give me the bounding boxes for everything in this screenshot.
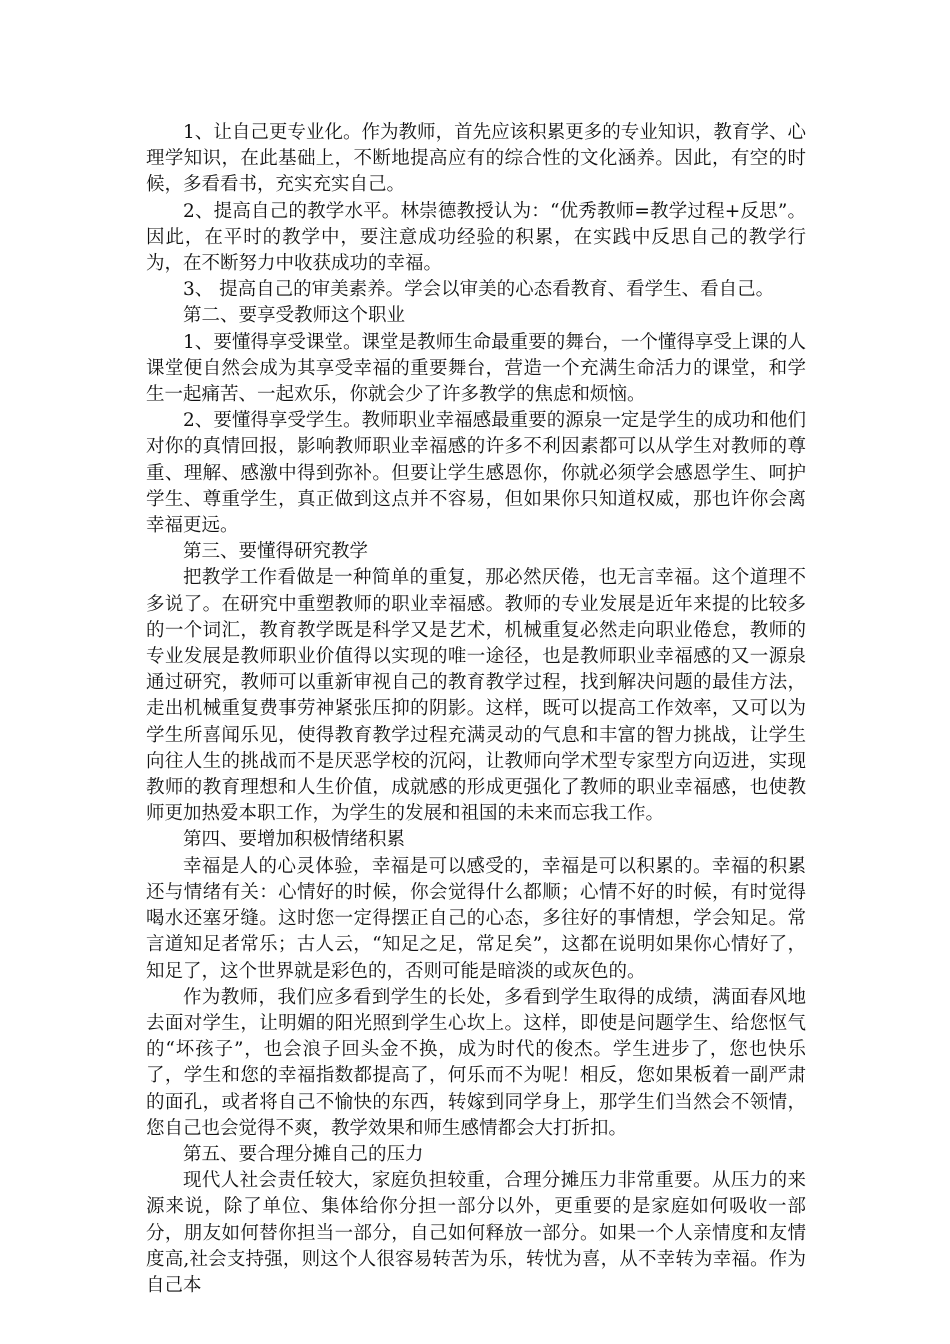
paragraph-share-pressure: 现代人社会责任较大，家庭负担较重，合理分摊压力非常重要。从压力的来源来说，除了单位、集体给你分担一部分以外，更重要的是家庭如何吸收一部分，朋友如何替你担当一部分，自己如何释放一部分。如果一个人亲情度和友情度高,社会支持强，则这个人很容易转苦为乐，转忧为喜，从不幸转为幸福。作为自己本	[146, 1170, 806, 1296]
paragraph-research-teaching: 把教学工作看做是一种简单的重复，那必然厌倦，也无言幸福。这个道理不多说了。在研究中重塑教师的职业幸福感。教师的专业发展是近年来提的比较多的一个词汇，教育教学既是科学又是艺术，机械重复必然走向职业倦怠，教师的专业发展是教师职业价值得以实现的唯一途径，也是教师职业幸福感的又一源泉通过研究，教师可以重新审视自己的教育教学过程，找到解决问题的最佳方法，走出机械重复费事劳神紧张压抑的阴影。这样，既可以提高工作效率，又可以为学生所喜闻乐见，使得教育教学过程充满灵动的气息和丰富的智力挑战，让学生向往人生的挑战而不是厌恶学校的沉闷，让教师向学术型专家型方向迈进，实现教师的教育理想和人生价值，成就感的形成更强化了教师的职业幸福感，也使教师更加热爱本职工作，为学生的发展和祖国的未来而忘我工作。	[146, 567, 806, 825]
paragraph-professionalize: 1、让自己更专业化。作为教师，首先应该积累更多的专业知识，教育学、心理学知识，在此基础上，不断地提高应有的综合性的文化涵养。因此，有空的时候，多看看书，充实充实自己。	[146, 122, 806, 196]
paragraph-enjoy-students: 2、要懂得享受学生。教师职业幸福感最重要的源泉一定是学生的成功和他们对你的真情回报，影响教师职业幸福感的许多不利因素都可以从学生对教师的尊重、理解、感激中得到弥补。但要让学生感恩你，你就必须学会感恩学生、呵护学生、尊重学生，真正做到这点并不容易，但如果你只知道权威，那也许你会离幸福更远。	[146, 410, 806, 537]
paragraph-happiness-emotion: 幸福是人的心灵体验，幸福是可以感受的，幸福是可以积累的。幸福的积累还与情绪有关：心情好的时候，你会觉得什么都顺；心情不好的时候，有时觉得喝水还塞牙缝。这时您一定得摆正自己的心态，多往好的事情想，学会知足。常言道知足者常乐；古人云，“知足之足，常足矣”，这都在说明如果你心情好了，知足了，这个世界就是彩色的，否则可能是暗淡的或灰色的。	[146, 855, 806, 982]
section-heading-5: 第五、要合理分摊自己的压力	[183, 1143, 424, 1165]
paragraph-teaching-level: 2、提高自己的教学水平。林崇德教授认为：“优秀教师=教学过程+反思”。因此，在平时的教学中，要注意成功经验的积累，在实践中反思自己的教学行为，在不断努力中收获成功的幸福。	[146, 200, 806, 275]
document-body	[146, 120, 806, 1299]
paragraph-aesthetic: 3、 提高自己的审美素养。学会以审美的心态看教育、看学生、看自己。	[183, 279, 775, 301]
section-heading-3: 第三、要懂得研究教学	[183, 541, 369, 563]
section-heading-2: 第二、要享受教师这个职业	[183, 305, 406, 327]
section-heading-4: 第四、要增加积极情绪积累	[183, 829, 406, 851]
paragraph-as-teacher: 作为教师，我们应多看到学生的长处，多看到学生取得的成绩，满面春风地去面对学生，让明媚的阳光照到学生心坎上。这样，即使是问题学生、给您怄气的“坏孩子”，也会浪子回头金不换，成为时代的俊杰。学生进步了，您也快乐了，学生和您的幸福指数都提高了，何乐而不为呢！相反，您如果板着一副严肃的面孔，或者将自己不愉快的东西，转嫁到同学身上，那学生们当然会不领情，您自己也会觉得不爽，教学效果和师生感情都会大打折扣。	[146, 986, 806, 1139]
paragraph-enjoy-classroom: 1、要懂得享受课堂。课堂是教师生命最重要的舞台，一个懂得享受上课的人课堂便自然会成为其享受幸福的重要舞台，营造一个充满生命活力的课堂，和学生一起痛苦、一起欢乐，你就会少了许多教学的焦虑和烦恼。	[146, 331, 806, 406]
